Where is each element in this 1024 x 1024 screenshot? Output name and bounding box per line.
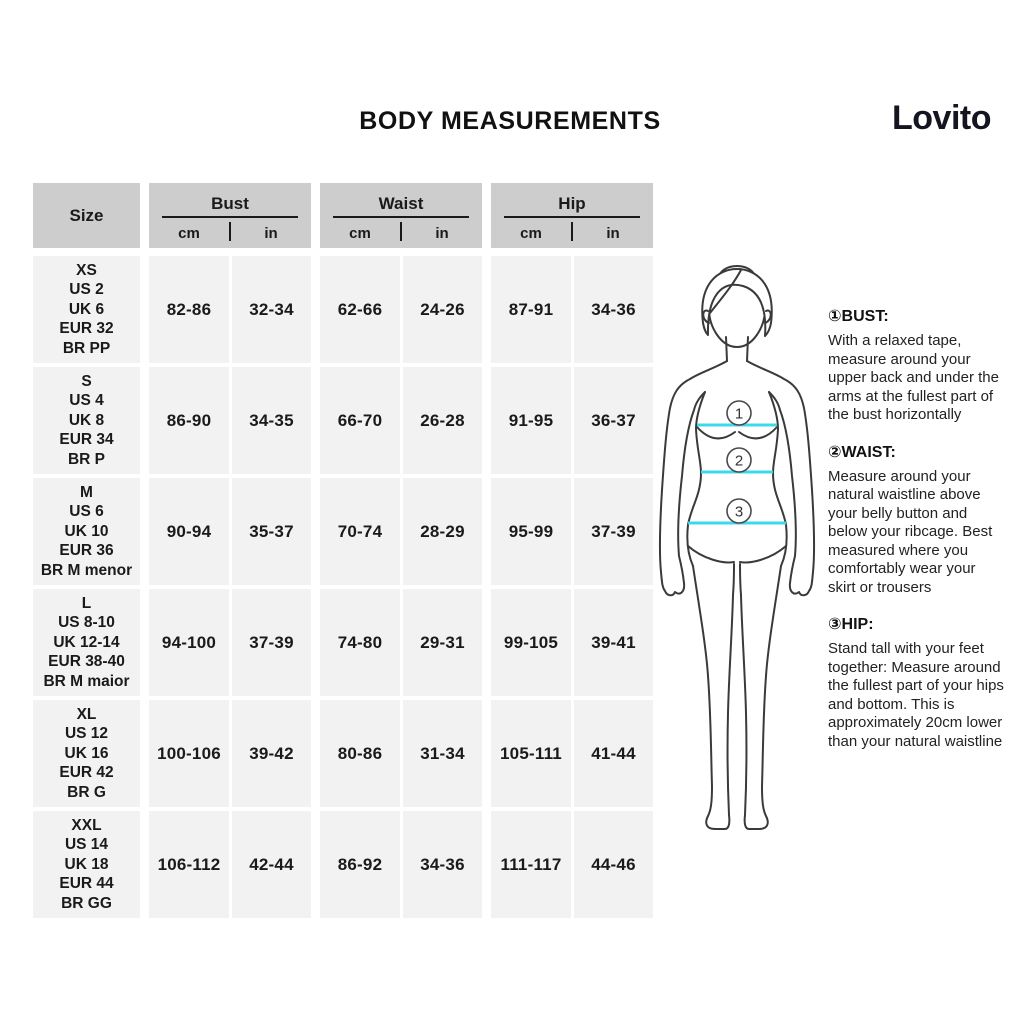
value-cell: 34-36 <box>403 811 482 918</box>
brand-logo: Lovito <box>892 99 991 137</box>
value-cell: 29-31 <box>403 589 482 696</box>
underwear-line <box>688 546 786 562</box>
size-line: US 12 <box>64 725 109 743</box>
waist-units <box>320 218 482 248</box>
marker-3-label: 3 <box>734 503 744 521</box>
size-line: L <box>81 594 92 612</box>
bust-instruction <box>828 306 1004 425</box>
page-title: BODY MEASUREMENTS <box>359 107 661 135</box>
size-line: M <box>80 483 93 501</box>
value-cell: 90-94 <box>149 478 229 585</box>
bust-column-header <box>149 183 311 248</box>
hip-instruction <box>828 614 1004 751</box>
value-cell: 100-106 <box>149 700 229 807</box>
hip-instruction-title: ③HIP: <box>828 616 874 633</box>
table-row <box>33 478 653 585</box>
size-line: BR M menor <box>40 561 133 579</box>
size-line: EUR 34 <box>59 431 114 449</box>
value-cell: 62-66 <box>320 256 400 363</box>
size-line: EUR 42 <box>59 764 114 782</box>
bust-label: Bust <box>211 194 249 213</box>
size-line: UK 12-14 <box>53 633 120 651</box>
value-cell: 42-44 <box>232 811 311 918</box>
hip-label: Hip <box>558 194 586 213</box>
size-column-header: Size <box>33 183 140 248</box>
value-cell: 80-86 <box>320 700 400 807</box>
waist-instruction-body: Measure around your natural waistline above your belly button and below your ribcage. Best measured where you comfortably wear your skirt or trousers <box>828 467 993 596</box>
table-row <box>33 367 653 474</box>
unit-in-label: in <box>435 224 449 242</box>
value-cell: 41-44 <box>574 700 653 807</box>
value-cell: 86-90 <box>149 367 229 474</box>
marker-1-label: 1 <box>734 405 744 423</box>
size-line: UK 8 <box>68 411 105 429</box>
size-cell <box>33 700 140 807</box>
size-line: UK 6 <box>68 300 105 318</box>
value-cell: 111-117 <box>491 811 571 918</box>
value-cell: 66-70 <box>320 367 400 474</box>
value-cell: 26-28 <box>403 367 482 474</box>
table-row <box>33 700 653 807</box>
torso-right <box>769 392 787 566</box>
body-figure <box>649 263 825 835</box>
size-line: BR PP <box>62 339 111 357</box>
value-cell: 86-92 <box>320 811 400 918</box>
waist-instruction <box>828 442 1004 598</box>
size-line: BR G <box>67 783 106 801</box>
waist-column-header <box>320 183 482 248</box>
unit-cm-label: cm <box>349 224 371 242</box>
left-leg <box>693 564 734 829</box>
value-cell: 32-34 <box>232 256 311 363</box>
value-cell: 95-99 <box>491 478 571 585</box>
hip-instruction-body: Stand tall with your feet together: Measure around the fullest part of your hips and bottom. This is approximately 20cm lower than your natural waistline <box>828 640 1004 750</box>
bust-curves <box>697 427 777 438</box>
size-line: US 6 <box>69 503 104 521</box>
value-cell: 28-29 <box>403 478 482 585</box>
value-cell: 37-39 <box>232 589 311 696</box>
measurements-table <box>33 183 653 922</box>
value-cell: 105-111 <box>491 700 571 807</box>
unit-cm-label: cm <box>178 224 200 242</box>
size-line: UK 18 <box>64 855 109 873</box>
size-line: XL <box>76 705 97 723</box>
size-line: XXL <box>71 816 102 834</box>
size-line: BR P <box>67 450 106 468</box>
value-cell: 44-46 <box>574 811 653 918</box>
table-rows <box>33 256 653 918</box>
size-line: EUR 36 <box>59 542 114 560</box>
size-line: BR M maior <box>43 672 130 690</box>
value-cell: 91-95 <box>491 367 571 474</box>
size-cell <box>33 478 140 585</box>
size-cell <box>33 256 140 363</box>
value-cell: 106-112 <box>149 811 229 918</box>
size-line: XS <box>76 261 97 279</box>
hip-units <box>491 218 653 248</box>
size-cell <box>33 589 140 696</box>
value-cell: 82-86 <box>149 256 229 363</box>
value-cell: 24-26 <box>403 256 482 363</box>
torso-left <box>687 392 705 566</box>
waist-instruction-title: ②WAIST: <box>828 443 896 461</box>
table-row <box>33 811 653 918</box>
value-cell: 39-42 <box>232 700 311 807</box>
bust-units <box>149 218 311 248</box>
unit-in-label: in <box>606 224 620 242</box>
size-cell <box>33 367 140 474</box>
bust-instruction-title: ①BUST: <box>828 308 889 325</box>
size-line: US 2 <box>69 281 104 299</box>
bust-instruction-body: With a relaxed tape, measure around your upper back and under the arms at the fullest part of the bust horizontally <box>828 332 999 423</box>
value-cell: 34-36 <box>574 256 653 363</box>
unit-cm-label: cm <box>520 224 542 242</box>
size-line: S <box>81 372 92 390</box>
size-line: US 14 <box>64 836 109 854</box>
size-line: BR GG <box>61 894 112 912</box>
size-line: US 4 <box>69 392 104 410</box>
size-line: EUR 44 <box>59 875 114 893</box>
waist-label: Waist <box>378 194 424 213</box>
table-row <box>33 256 653 363</box>
table-header <box>33 183 653 248</box>
value-cell: 35-37 <box>232 478 311 585</box>
size-cell <box>33 811 140 918</box>
value-cell: 36-37 <box>574 367 653 474</box>
value-cell: 87-91 <box>491 256 571 363</box>
right-leg <box>740 564 781 829</box>
unit-in-label: in <box>264 224 278 242</box>
value-cell: 37-39 <box>574 478 653 585</box>
value-cell: 31-34 <box>403 700 482 807</box>
measurement-instructions <box>828 306 1004 768</box>
size-line: UK 10 <box>64 522 109 540</box>
table-row <box>33 589 653 696</box>
value-cell: 70-74 <box>320 478 400 585</box>
size-line: US 8-10 <box>58 614 115 632</box>
size-line: UK 16 <box>64 744 109 762</box>
value-cell: 94-100 <box>149 589 229 696</box>
value-cell: 39-41 <box>574 589 653 696</box>
value-cell: 34-35 <box>232 367 311 474</box>
value-cell: 99-105 <box>491 589 571 696</box>
size-line: EUR 32 <box>59 320 114 338</box>
value-cell: 74-80 <box>320 589 400 696</box>
hip-column-header <box>491 183 653 248</box>
size-line: EUR 38-40 <box>48 653 125 671</box>
marker-2-label: 2 <box>734 452 744 470</box>
